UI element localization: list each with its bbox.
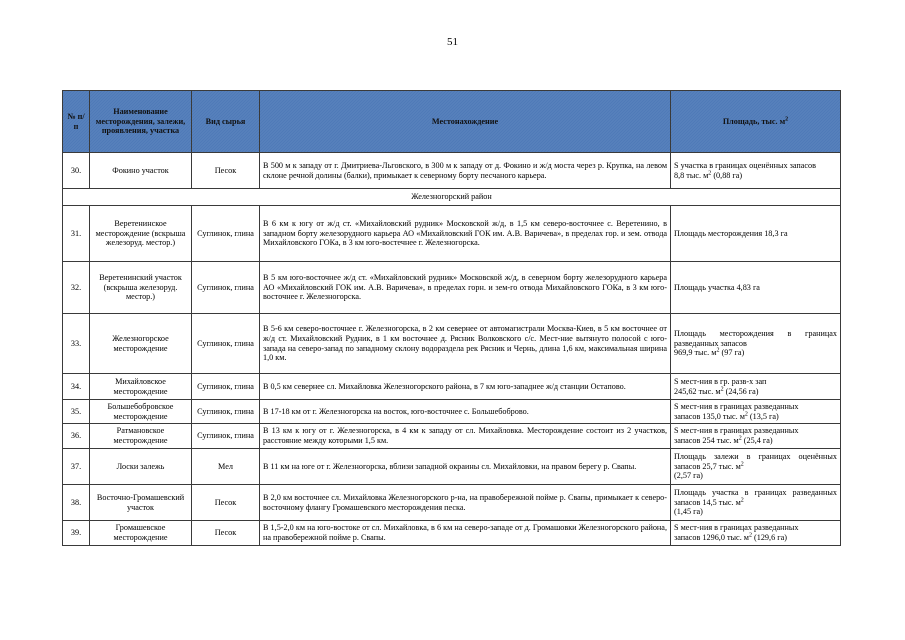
row-type: Песок: [192, 153, 260, 189]
row-name: Восточно-Громашевский участок: [90, 485, 192, 521]
header-area: Площадь, тыс. $м^2$: [671, 91, 841, 153]
row-num: 33.: [63, 314, 90, 374]
row-type: Суглинок, глина: [192, 314, 260, 374]
row-location: В 5-6 км северо-восточнее г. Железногорска, в 2 км севернее от автомагистрали Москва-Киев, в 5 км восточнее от ж/д ст. Михайловский Рудник, в 1 км восточнее д. Рясник Волковского с/с. Мест-ние вытянуто полосой с юго-запада на северо-запад по западному склону водораздела рек Рясник и Чернь, длина 1,6 км, максимальная ширина 1,0 км.: [260, 314, 671, 374]
header-type: Вид сырья: [192, 91, 260, 153]
row-num: 32.: [63, 262, 90, 314]
row-name: Ратмановское месторождение: [90, 424, 192, 449]
row-type: Суглинок, глина: [192, 206, 260, 262]
row-location: В 17-18 км от г. Железногорска на восток, юго-восточнее с. Большебоброво.: [260, 400, 671, 424]
row-area: S мест-ния в гр. разв-х зап 245,62 тыс. $м^2$ (24,56 га): [671, 374, 841, 400]
row-area: S мест-ния в границах разведанных запасов 1296,0 тыс. $м^2$ (129,6 га): [671, 521, 841, 546]
row-name: Фокино участок: [90, 153, 192, 189]
row-type: Суглинок, глина: [192, 424, 260, 449]
district-title: Железногорский район: [63, 189, 841, 206]
table-row: [63, 206, 841, 262]
header-name: Наименование месторождения, залежи, проявления, участка: [90, 91, 192, 153]
row-area: Площадь участка в границах разведанных запасов 14,5 тыс. $м^2$ (1,45 га): [671, 485, 841, 521]
row-name: Железногорское месторождение: [90, 314, 192, 374]
district-row: [63, 189, 841, 206]
row-location: В 2,0 км восточнее сл. Михайловка Железногорского р-на, на правобережной пойме р. Свапы, примыкает к северо-восточному флангу Громашевского месторождения песка.: [260, 485, 671, 521]
row-num: 37.: [63, 449, 90, 485]
row-location: В 13 км к югу от г. Железногорска, в 4 км к западу от сл. Михайловка. Месторождение состоит из 2 участков, расстояние между которыми 1,5 км.: [260, 424, 671, 449]
table-row: [63, 374, 841, 400]
row-num: 30.: [63, 153, 90, 189]
table-row: [63, 424, 841, 449]
row-name: Большебобровское месторождение: [90, 400, 192, 424]
row-area: Площадь месторождения в границах разведанных запасов 969,9 тыс. $м^2$ (97 га): [671, 314, 841, 374]
row-type: Суглинок, глина: [192, 374, 260, 400]
row-location: В 5 км юго-восточнее ж/д ст. «Михайловский рудник» Московской ж/д, в северном борту железорудного карьера АО «Михайловский ГОК им. А.В. Варичева», в пределах горн. и зем-го отвода Михайловского ГОКа, в 3 км юго-восточнее г. Железногорска.: [260, 262, 671, 314]
page-number: 51: [447, 36, 458, 48]
table-row: [63, 400, 841, 424]
row-num: 31.: [63, 206, 90, 262]
row-type: Суглинок, глина: [192, 400, 260, 424]
row-name: Лоски залежь: [90, 449, 192, 485]
table-header-row: [63, 91, 841, 153]
header-num: № п/п: [63, 91, 90, 153]
row-type: Мел: [192, 449, 260, 485]
table-row: [63, 449, 841, 485]
row-num: 39.: [63, 521, 90, 546]
row-area: Площадь участка 4,83 га: [671, 262, 841, 314]
header-location: Местонахождение: [260, 91, 671, 153]
row-num: 34.: [63, 374, 90, 400]
row-num: 38.: [63, 485, 90, 521]
row-name: Веретенинское месторождение (вскрыша железоруд. местор.): [90, 206, 192, 262]
row-name: Громашевское месторождение: [90, 521, 192, 546]
row-name: Веретенинский участок (вскрыша железоруд. местор.): [90, 262, 192, 314]
table-row: [63, 262, 841, 314]
row-area: Площадь месторождения 18,3 га: [671, 206, 841, 262]
row-area: S мест-ния в границах разведанных запасов 254 тыс. $м^2$ (25,4 га): [671, 424, 841, 449]
table-row: [63, 521, 841, 546]
row-location: В 500 м к западу от г. Дмитриева-Льговского, в 300 м к западу от д. Фокино и ж/д моста через р. Крупка, на левом склоне речной долины (балки), примыкает к северному борту песчаного карьера.: [260, 153, 671, 189]
table-row: [63, 153, 841, 189]
table-body: [63, 153, 841, 546]
row-location: В 6 км к югу от ж/д ст. «Михайловский рудник» Московской ж/д, в 1,5 км северо-восточнее с. Веретенино, в западном борту железорудного карьера АО «Михайловский ГОК им. А.В. Варичева», в пределах гор. и зем. отвода Михайловского ГОКа, в 3 км юго-востечнее г. Железногорска.: [260, 206, 671, 262]
row-num: 36.: [63, 424, 90, 449]
table-row: [63, 314, 841, 374]
row-location: В 0,5 км севернее сл. Михайловка Железногорского района, в 7 км юго-западнее ж/д станции Остапово.: [260, 374, 671, 400]
row-area: S мест-ния в границах разведанных запасов 135,0 тыс. $м^2$ (13,5 га): [671, 400, 841, 424]
row-type: Песок: [192, 485, 260, 521]
row-num: 35.: [63, 400, 90, 424]
row-type: Песок: [192, 521, 260, 546]
row-area: S участка в границах оценённых запасов 8,8 тыс. $м^2$ (0,88 га): [671, 153, 841, 189]
deposits-table: [62, 90, 841, 546]
row-location: В 11 км на юге от г. Железногорска, вблизи западной окраины сл. Михайловки, на правом берегу р. Свапы.: [260, 449, 671, 485]
row-name: Михайловское месторождение: [90, 374, 192, 400]
row-type: Суглинок, глина: [192, 262, 260, 314]
row-location: В 1,5-2,0 км на юго-востоке от сл. Михайловка, в 6 км на северо-западе от д. Громашовки Железногорского района, на правобережной пойме р. Свапы.: [260, 521, 671, 546]
table-row: [63, 485, 841, 521]
row-area: Площадь залежи в границах оценённых запасов 25,7 тыс. $м^2$ (2,57 га): [671, 449, 841, 485]
